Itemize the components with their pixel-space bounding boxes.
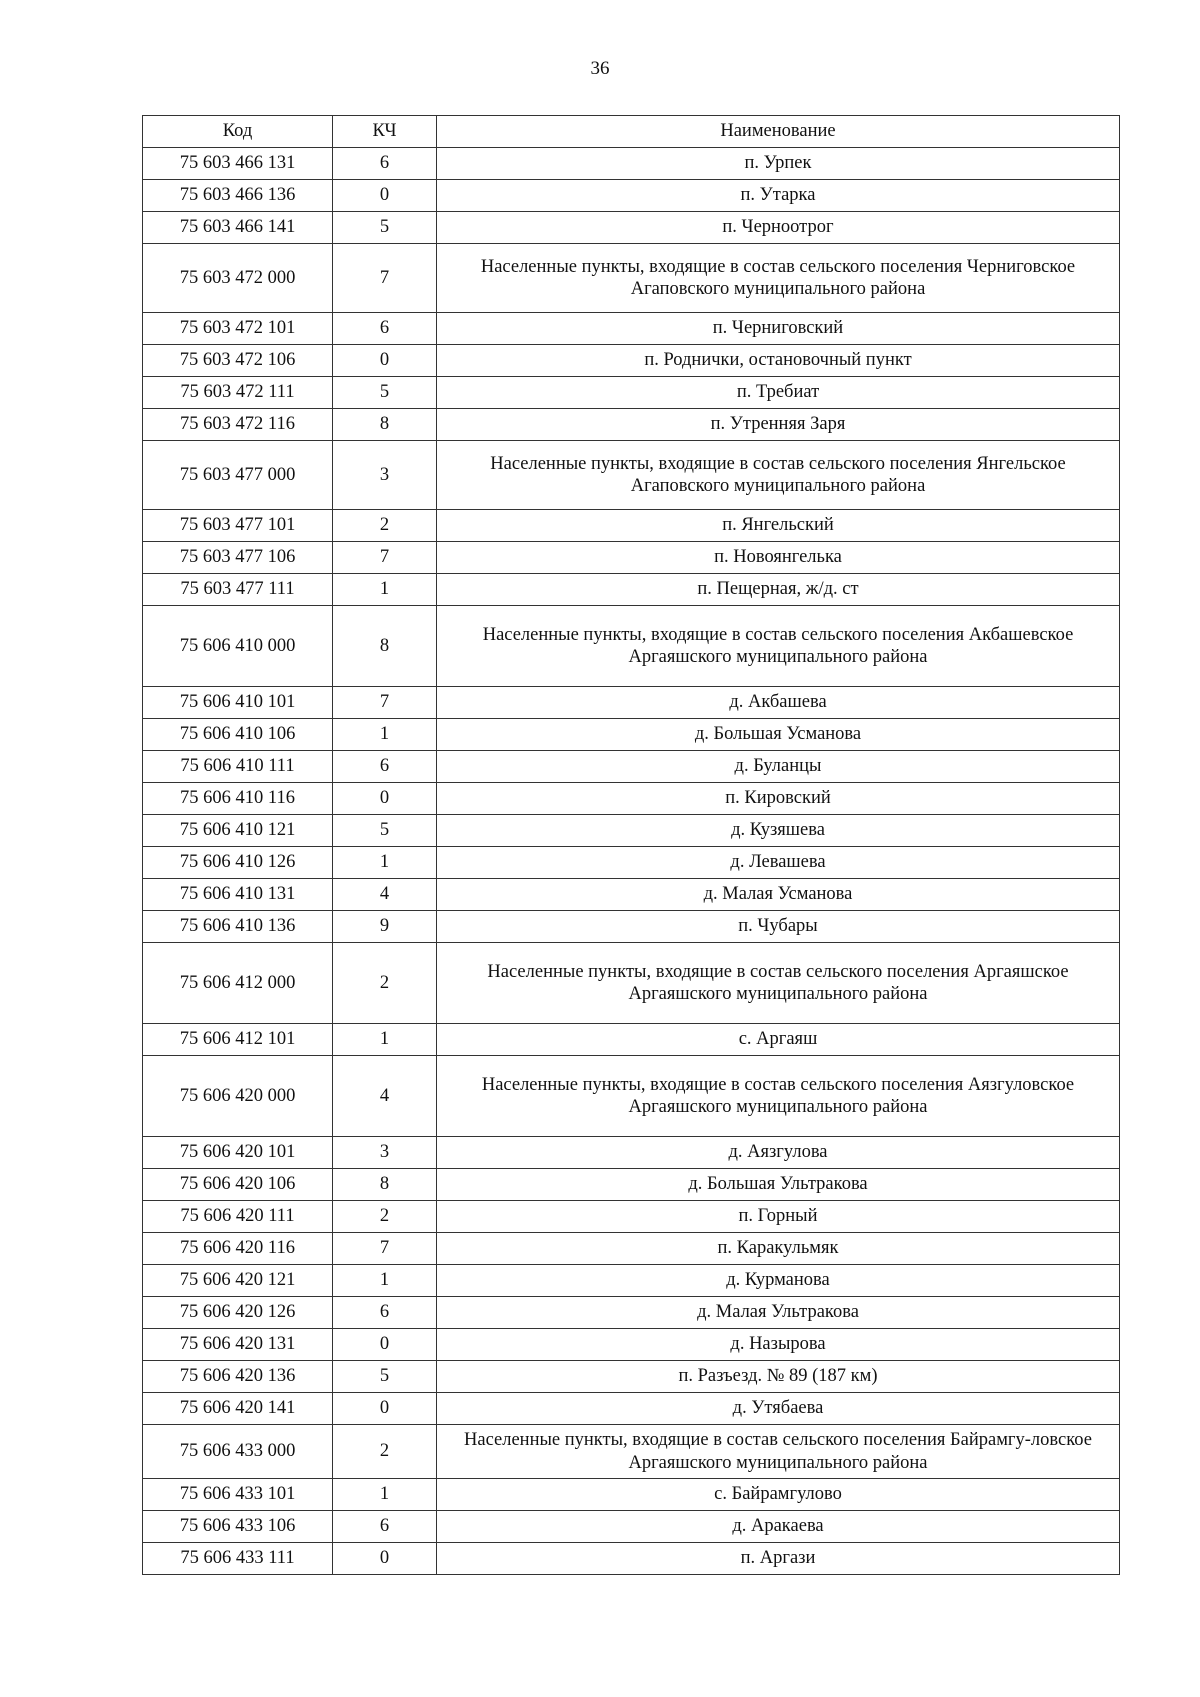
cell-name: д. Курманова	[437, 1265, 1120, 1297]
table-row	[143, 1393, 1120, 1425]
table-row	[143, 574, 1120, 606]
cell-kch: 0	[333, 1393, 437, 1425]
cell-name: с. Аргаяш	[437, 1024, 1120, 1056]
cell-name: д. Большая Ультракова	[437, 1169, 1120, 1201]
cell-kch: 1	[333, 1479, 437, 1511]
cell-code: 75 606 420 121	[143, 1265, 333, 1297]
cell-code: 75 603 477 111	[143, 574, 333, 606]
cell-code: 75 606 410 111	[143, 751, 333, 783]
cell-name: п. Новоянгелька	[437, 542, 1120, 574]
cell-name: д. Левашева	[437, 847, 1120, 879]
cell-code: 75 606 433 101	[143, 1479, 333, 1511]
table-row	[143, 783, 1120, 815]
cell-name: Населенные пункты, входящие в состав сельского поселения Акбашевское Аргаяшского муниципального района	[437, 606, 1120, 687]
cell-kch: 7	[333, 542, 437, 574]
table-row	[143, 1201, 1120, 1233]
cell-code: 75 606 433 106	[143, 1511, 333, 1543]
cell-name: п. Аргази	[437, 1543, 1120, 1575]
table-row	[143, 1265, 1120, 1297]
table-row	[143, 1169, 1120, 1201]
cell-code: 75 603 477 101	[143, 510, 333, 542]
cell-kch: 0	[333, 1329, 437, 1361]
cell-code: 75 606 410 000	[143, 606, 333, 687]
table-row	[143, 751, 1120, 783]
cell-name: д. Назырова	[437, 1329, 1120, 1361]
table-row	[143, 409, 1120, 441]
cell-kch: 3	[333, 1137, 437, 1169]
cell-code: 75 606 420 000	[143, 1056, 333, 1137]
cell-name: д. Буланцы	[437, 751, 1120, 783]
table-row	[143, 345, 1120, 377]
cell-name: д. Акбашева	[437, 687, 1120, 719]
table-row	[143, 911, 1120, 943]
cell-code: 75 606 410 106	[143, 719, 333, 751]
cell-code: 75 603 472 101	[143, 313, 333, 345]
cell-code: 75 603 472 000	[143, 244, 333, 313]
cell-code: 75 606 412 000	[143, 943, 333, 1024]
cell-kch: 1	[333, 847, 437, 879]
cell-code: 75 606 420 106	[143, 1169, 333, 1201]
cell-name: п. Черниговский	[437, 313, 1120, 345]
table-row-group	[143, 441, 1120, 510]
table-row-group	[143, 1425, 1120, 1479]
cell-kch: 2	[333, 943, 437, 1024]
cell-kch: 5	[333, 815, 437, 847]
cell-code: 75 606 420 116	[143, 1233, 333, 1265]
cell-kch: 4	[333, 879, 437, 911]
cell-name: п. Чубары	[437, 911, 1120, 943]
cell-name: п. Черноотрог	[437, 212, 1120, 244]
cell-name: д. Большая Усманова	[437, 719, 1120, 751]
cell-name: Населенные пункты, входящие в состав сельского поселения Аязгуловское Аргаяшского муниципального района	[437, 1056, 1120, 1137]
table-row	[143, 212, 1120, 244]
cell-name: д. Малая Ультракова	[437, 1297, 1120, 1329]
cell-name: п. Горный	[437, 1201, 1120, 1233]
okato-table	[142, 115, 1120, 1575]
cell-kch: 0	[333, 783, 437, 815]
cell-code: 75 606 410 126	[143, 847, 333, 879]
cell-code: 75 606 420 131	[143, 1329, 333, 1361]
table-row	[143, 542, 1120, 574]
table-row	[143, 1024, 1120, 1056]
cell-kch: 6	[333, 148, 437, 180]
cell-kch: 5	[333, 1361, 437, 1393]
cell-kch: 0	[333, 1543, 437, 1575]
header-name: Наименование	[437, 116, 1120, 148]
cell-code: 75 606 410 121	[143, 815, 333, 847]
table-row	[143, 1543, 1120, 1575]
table-row	[143, 1361, 1120, 1393]
cell-code: 75 603 466 136	[143, 180, 333, 212]
cell-name: с. Байрамгулово	[437, 1479, 1120, 1511]
cell-name: п. Утренняя Заря	[437, 409, 1120, 441]
table-row	[143, 1511, 1120, 1543]
cell-kch: 7	[333, 244, 437, 313]
cell-kch: 7	[333, 1233, 437, 1265]
table-row-group	[143, 244, 1120, 313]
page-number: 36	[590, 58, 610, 79]
cell-kch: 2	[333, 1201, 437, 1233]
cell-name: п. Утарка	[437, 180, 1120, 212]
cell-name: д. Утябаева	[437, 1393, 1120, 1425]
table-row	[143, 815, 1120, 847]
table-row	[143, 847, 1120, 879]
table-row	[143, 1297, 1120, 1329]
table-row	[143, 1329, 1120, 1361]
cell-name: д. Аракаева	[437, 1511, 1120, 1543]
header-code: Код	[143, 116, 333, 148]
table-row	[143, 1137, 1120, 1169]
table-row	[143, 719, 1120, 751]
cell-name: Населенные пункты, входящие в состав сельского поселения Аргаяшское Аргаяшского муниципального района	[437, 943, 1120, 1024]
cell-kch: 6	[333, 1297, 437, 1329]
cell-code: 75 606 410 131	[143, 879, 333, 911]
cell-kch: 6	[333, 751, 437, 783]
cell-kch: 1	[333, 1265, 437, 1297]
cell-kch: 8	[333, 606, 437, 687]
header-kch: КЧ	[333, 116, 437, 148]
cell-name: п. Урпек	[437, 148, 1120, 180]
cell-name: д. Кузяшева	[437, 815, 1120, 847]
cell-kch: 5	[333, 377, 437, 409]
cell-name: Населенные пункты, входящие в состав сельского поселения Янгельское Агаповского муниципального района	[437, 441, 1120, 510]
cell-kch: 1	[333, 574, 437, 606]
cell-name: Населенные пункты, входящие в состав сельского поселения Черниговское Агаповского муниципального района	[437, 244, 1120, 313]
cell-code: 75 603 477 106	[143, 542, 333, 574]
cell-name: п. Роднички, остановочный пункт	[437, 345, 1120, 377]
cell-kch: 8	[333, 409, 437, 441]
cell-code: 75 606 410 116	[143, 783, 333, 815]
table-row	[143, 313, 1120, 345]
table-header-row	[143, 116, 1120, 148]
cell-code: 75 606 420 111	[143, 1201, 333, 1233]
cell-name: п. Требиат	[437, 377, 1120, 409]
cell-code: 75 603 466 141	[143, 212, 333, 244]
cell-code: 75 606 420 126	[143, 1297, 333, 1329]
cell-code: 75 603 472 111	[143, 377, 333, 409]
cell-name: д. Малая Усманова	[437, 879, 1120, 911]
table-row	[143, 377, 1120, 409]
cell-code: 75 606 420 141	[143, 1393, 333, 1425]
cell-code: 75 603 466 131	[143, 148, 333, 180]
cell-kch: 8	[333, 1169, 437, 1201]
table-row	[143, 180, 1120, 212]
cell-kch: 0	[333, 345, 437, 377]
cell-kch: 4	[333, 1056, 437, 1137]
cell-kch: 2	[333, 510, 437, 542]
cell-code: 75 603 472 116	[143, 409, 333, 441]
cell-code: 75 606 420 101	[143, 1137, 333, 1169]
cell-kch: 6	[333, 313, 437, 345]
cell-code: 75 606 420 136	[143, 1361, 333, 1393]
cell-kch: 2	[333, 1425, 437, 1479]
cell-kch: 6	[333, 1511, 437, 1543]
table-row	[143, 510, 1120, 542]
cell-name: п. Кировский	[437, 783, 1120, 815]
cell-code: 75 606 410 136	[143, 911, 333, 943]
cell-code: 75 603 472 106	[143, 345, 333, 377]
table-row	[143, 1479, 1120, 1511]
cell-kch: 7	[333, 687, 437, 719]
cell-kch: 0	[333, 180, 437, 212]
cell-code: 75 606 433 000	[143, 1425, 333, 1479]
table-row-group	[143, 606, 1120, 687]
cell-kch: 9	[333, 911, 437, 943]
table-row	[143, 1233, 1120, 1265]
cell-code: 75 606 433 111	[143, 1543, 333, 1575]
cell-name: п. Пещерная, ж/д. ст	[437, 574, 1120, 606]
cell-kch: 1	[333, 719, 437, 751]
cell-kch: 1	[333, 1024, 437, 1056]
cell-kch: 5	[333, 212, 437, 244]
table-row-group	[143, 1056, 1120, 1137]
cell-kch: 3	[333, 441, 437, 510]
cell-name: п. Каракульмяк	[437, 1233, 1120, 1265]
cell-name: п. Разъезд. № 89 (187 км)	[437, 1361, 1120, 1393]
table-row	[143, 879, 1120, 911]
cell-code: 75 606 410 101	[143, 687, 333, 719]
table-row-group	[143, 943, 1120, 1024]
cell-name: д. Аязгулова	[437, 1137, 1120, 1169]
cell-name: Населенные пункты, входящие в состав сельского поселения Байрамгу-ловское Аргаяшского муниципального района	[437, 1425, 1120, 1479]
cell-name: п. Янгельский	[437, 510, 1120, 542]
cell-code: 75 606 412 101	[143, 1024, 333, 1056]
table-row	[143, 687, 1120, 719]
table-row	[143, 148, 1120, 180]
cell-code: 75 603 477 000	[143, 441, 333, 510]
